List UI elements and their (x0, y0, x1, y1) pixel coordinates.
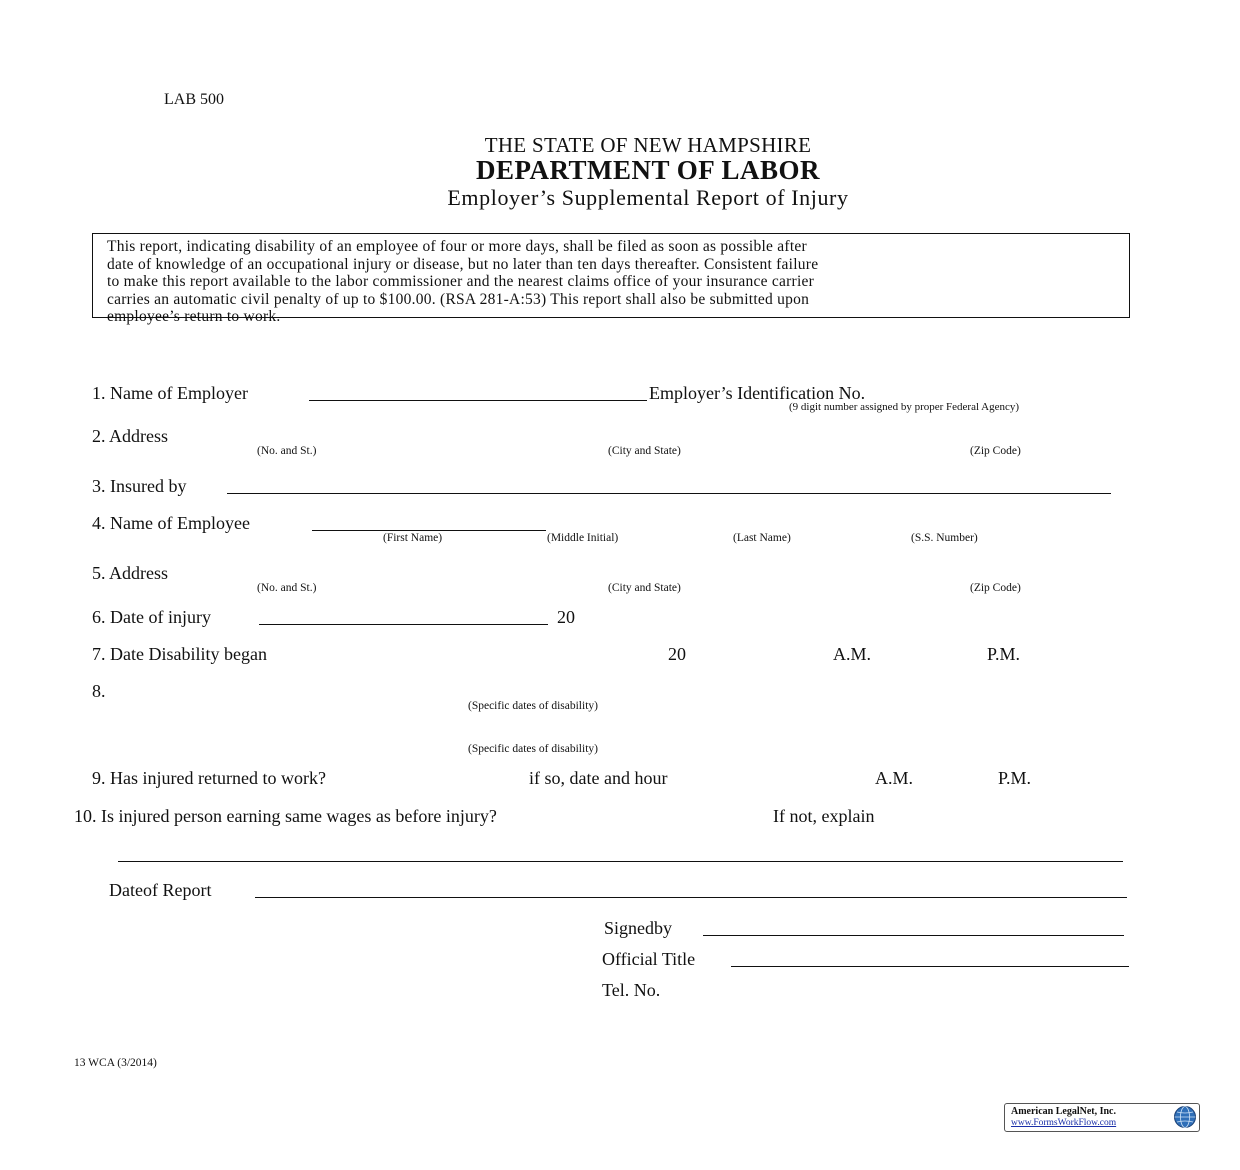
employee-city-caption: (City and State) (608, 582, 681, 594)
globe-icon (1173, 1105, 1197, 1129)
employer-id-label: Employer’s Identification No. (649, 383, 866, 403)
employer-name-label: 1. Name of Employer (92, 383, 248, 403)
disability-year-prefix: 20 (668, 644, 686, 664)
last-name-caption: (Last Name) (733, 532, 791, 544)
signed-by-label: Signedby (604, 918, 673, 938)
state-heading: THE STATE OF NEW HAMPSHIRE (484, 133, 812, 157)
form-code: 13 WCA (3/2014) (74, 1057, 157, 1069)
insured-by-field[interactable] (227, 493, 1111, 494)
logo-company: American LegalNet, Inc. (1011, 1106, 1116, 1117)
american-legalnet-logo (1004, 1103, 1200, 1132)
insured-by-label: 3. Insured by (92, 476, 187, 496)
employee-address-label: 5. Address (92, 563, 168, 583)
specific-dates-caption-1: (Specific dates of disability) (468, 700, 598, 712)
employer-id-note: (9 digit number assigned by proper Federal Agency) (789, 401, 1020, 413)
notice-line: This report, indicating disability of an employee of four or more days, shall be filed as soon as possible after (107, 238, 807, 255)
employee-zip-caption: (Zip Code) (970, 582, 1021, 594)
middle-initial-caption: (Middle Initial) (547, 532, 619, 544)
employer-zip-caption: (Zip Code) (970, 445, 1021, 457)
form-id: LAB 500 (164, 91, 224, 108)
notice-line: date of knowledge of an occupational injury or disease, but no later than ten days thereafter. Consistent failure (107, 255, 819, 273)
item-8-label: 8. (92, 681, 106, 701)
date-of-injury-field[interactable] (259, 624, 548, 625)
disability-am: A.M. (833, 644, 872, 664)
date-of-report-label: Dateof Report (109, 880, 212, 900)
date-of-report-field[interactable] (255, 897, 1127, 898)
return-pm: P.M. (998, 768, 1032, 788)
date-of-injury-label: 6. Date of injury (92, 607, 211, 627)
return-date-hour-label: if so, date and hour (529, 768, 668, 788)
employer-name-field[interactable] (309, 400, 647, 401)
notice-line: to make this report available to the labor commissioner and the nearest claims office of your insurance carrier (107, 273, 815, 290)
notice-box (92, 233, 1130, 325)
official-title-field[interactable] (731, 966, 1129, 967)
notice-line: carries an automatic civil penalty of up to $100.00. (RSA 281-A:53) This report shall also be submitted upon (107, 290, 810, 308)
signed-by-field[interactable] (703, 935, 1124, 936)
form-title: Employer’s Supplemental Report of Injury (447, 185, 849, 210)
employee-name-label: 4. Name of Employee (92, 513, 250, 533)
injury-year-prefix: 20 (557, 607, 575, 627)
return-am: A.M. (875, 768, 914, 788)
employer-address-label: 2. Address (92, 426, 168, 446)
explanation-field[interactable] (118, 861, 1123, 862)
employee-name-field[interactable] (312, 530, 546, 531)
employer-city-caption: (City and State) (608, 445, 681, 457)
ss-number-caption: (S.S. Number) (911, 532, 978, 544)
official-title-label: Official Title (602, 949, 696, 969)
first-name-caption: (First Name) (383, 532, 443, 544)
disability-pm: P.M. (987, 644, 1021, 664)
same-wages-label: 10. Is injured person earning same wages as before injury? (74, 806, 497, 826)
specific-dates-caption-2: (Specific dates of disability) (468, 743, 598, 755)
explain-label: If not, explain (773, 806, 875, 826)
tel-no-label: Tel. No. (602, 980, 661, 1000)
employer-street-caption: (No. and St.) (257, 445, 317, 457)
employee-street-caption: (No. and St.) (257, 582, 317, 594)
department-heading: DEPARTMENT OF LABOR (475, 155, 821, 185)
notice-line: employee’s return to work. (107, 308, 281, 325)
logo-url[interactable]: www.FormsWorkFlow.com (1011, 1118, 1117, 1128)
disability-began-label: 7. Date Disability began (92, 644, 267, 664)
returned-to-work-label: 9. Has injured returned to work? (92, 768, 326, 788)
